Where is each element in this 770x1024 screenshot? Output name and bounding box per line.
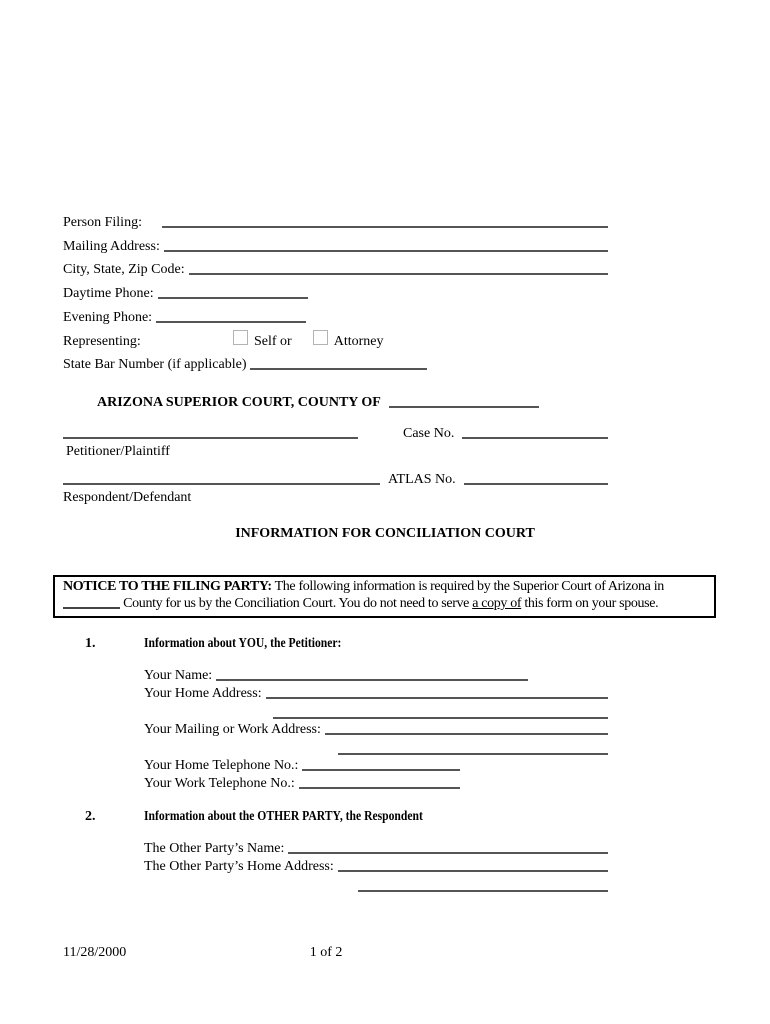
- city-state-zip-line[interactable]: [189, 273, 608, 275]
- other-party-name-field: [144, 840, 608, 858]
- work-phone-field: [144, 775, 460, 793]
- section-2-heading-row: [63, 808, 717, 826]
- attorney-label: Attorney: [333, 333, 384, 349]
- state-bar-label: State Bar Number (if applicable): [63, 357, 247, 373]
- defendant-name-line[interactable]: [63, 483, 380, 485]
- section-1-fields: [144, 667, 608, 793]
- notice-underlined-text: a copy of: [472, 596, 522, 612]
- court-title: ARIZONA SUPERIOR COURT, COUNTY OF: [97, 394, 381, 410]
- evening-phone-line[interactable]: [156, 321, 306, 323]
- section-1-heading: Information about YOU, the Petitioner:: [144, 635, 342, 651]
- mailing-work-address-line[interactable]: [325, 733, 608, 735]
- work-phone-label: Your Work Telephone No.:: [144, 775, 295, 791]
- notice-part2: County for us by the Conciliation Court. You do not need to serve: [123, 596, 470, 612]
- petitioner-label: Petitioner/Plaintiff: [66, 443, 170, 459]
- state-bar-field: [63, 353, 608, 377]
- work-phone-line[interactable]: [299, 787, 460, 789]
- mailing-work-address-continuation: [144, 739, 608, 757]
- home-phone-label: Your Home Telephone No.:: [144, 757, 299, 773]
- notice-lead: NOTICE TO THE FILING PARTY:: [63, 578, 272, 594]
- atlas-number-row: [63, 471, 608, 489]
- mailing-address-line[interactable]: [164, 250, 608, 252]
- court-title-row: [97, 394, 642, 412]
- representing-label: Representing:: [63, 333, 141, 349]
- notice-county-blank[interactable]: [63, 607, 120, 609]
- home-address-label: Your Home Address:: [144, 685, 262, 701]
- city-state-zip-label: City, State, Zip Code:: [63, 262, 185, 278]
- footer-page-number: 1 of 2: [309, 945, 343, 960]
- case-no-line[interactable]: [462, 437, 608, 439]
- home-phone-line[interactable]: [302, 769, 460, 771]
- your-name-label: Your Name:: [144, 667, 213, 683]
- mailing-work-address-label: Your Mailing or Work Address:: [144, 721, 321, 737]
- section-2-number: 2.: [85, 808, 96, 824]
- self-checkbox[interactable]: [233, 330, 248, 345]
- other-party-home-address-continuation: [144, 876, 608, 894]
- section-1-heading-row: [63, 635, 717, 653]
- atlas-no-label: ATLAS No.: [388, 471, 456, 487]
- home-phone-field: [144, 757, 460, 775]
- notice-part3: this form on your spouse.: [524, 596, 659, 612]
- person-filing-field: [63, 211, 608, 235]
- evening-phone-field: [63, 306, 608, 330]
- form-content: [63, 211, 717, 894]
- case-no-label: Case No.: [403, 425, 455, 441]
- your-name-field: [144, 667, 528, 685]
- mailing-work-address-field: [144, 721, 608, 739]
- atlas-no-line[interactable]: [464, 483, 608, 485]
- daytime-phone-field: [63, 282, 608, 306]
- evening-phone-label: Evening Phone:: [63, 309, 153, 325]
- daytime-phone-label: Daytime Phone:: [63, 286, 154, 302]
- other-party-name-line[interactable]: [288, 852, 608, 854]
- section-2-fields: [144, 840, 608, 894]
- home-address-line[interactable]: [266, 697, 608, 699]
- section-1-number: 1.: [85, 635, 96, 651]
- notice-part1: The following information is required by the Superior Court of Arizona in: [274, 578, 664, 594]
- mailing-work-address-line-2[interactable]: [338, 753, 608, 755]
- document-title: INFORMATION FOR CONCILIATION COURT: [235, 525, 535, 541]
- home-address-field: [144, 685, 608, 703]
- other-party-home-address-label: The Other Party’s Home Address:: [144, 858, 334, 874]
- notice-text: [63, 578, 706, 613]
- state-bar-line[interactable]: [250, 368, 427, 370]
- mailing-address-field: [63, 235, 608, 259]
- representing-field: [63, 330, 608, 354]
- page-footer: [63, 944, 717, 962]
- self-label: Self or: [254, 333, 292, 349]
- case-number-row: [63, 425, 608, 443]
- other-party-home-address-line[interactable]: [338, 870, 608, 872]
- other-party-home-address-line-2[interactable]: [358, 890, 608, 892]
- person-filing-line[interactable]: [162, 226, 608, 228]
- person-filing-label: Person Filing:: [63, 215, 142, 230]
- your-name-line[interactable]: [216, 679, 528, 681]
- other-party-name-label: The Other Party’s Name:: [144, 840, 285, 856]
- city-state-zip-field: [63, 258, 608, 282]
- other-party-home-address-field: [144, 858, 608, 876]
- respondent-label: Respondent/Defendant: [63, 489, 192, 505]
- mailing-address-label: Mailing Address:: [63, 238, 160, 254]
- county-blank-line[interactable]: [389, 406, 539, 408]
- attorney-checkbox[interactable]: [313, 330, 328, 345]
- home-address-continuation: [144, 703, 608, 721]
- footer-date: 11/28/2000: [63, 945, 127, 960]
- section-2-heading: Information about the OTHER PARTY, the Respondent: [144, 808, 423, 824]
- plaintiff-name-line[interactable]: [63, 437, 358, 439]
- notice-box: [53, 575, 716, 618]
- home-address-line-2[interactable]: [273, 717, 608, 719]
- daytime-phone-line[interactable]: [158, 297, 308, 299]
